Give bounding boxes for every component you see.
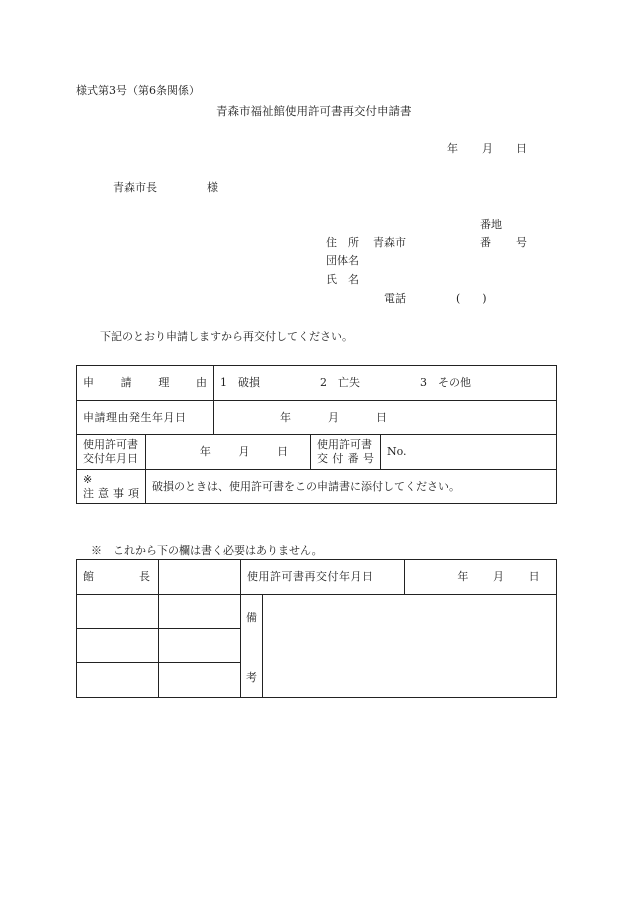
director-label-cell [77,560,159,595]
office-use-note: ※ これから下の欄は書く必要はありません。 [91,544,323,557]
staff-cell-1b[interactable] [159,595,241,629]
occur-month-label: 月 [328,410,339,424]
office-header-row [77,560,557,595]
reason-row [77,366,557,401]
reason-option-damaged[interactable]: 1 破損 [220,376,260,389]
issue-month-label: 月 [238,445,250,458]
issue-date-field[interactable] [146,435,311,470]
notes-label-cell [77,470,146,504]
reissue-date-field[interactable] [405,560,557,595]
form-number: 様式第3号（第6条関係） [76,84,200,97]
notes-char-2: 意 [98,486,109,500]
staff-cell-2b[interactable] [159,629,241,663]
director-char-1: 館 [83,570,94,583]
phone-label: 電話 [384,292,406,305]
reissue-year-label: 年 [457,570,469,583]
reissue-day-label: 日 [528,570,540,583]
ban-label: 番 [480,236,491,249]
reason-label-char-1: 申 [83,376,94,389]
staff-cell-2a[interactable] [77,629,159,663]
notes-text: 破損のときは、使用許可書をこの申請書に添付してください。 [146,470,557,504]
date-year-label: 年 [447,142,458,155]
go-label: 号 [516,236,527,249]
group-name-label: 団体名 [326,254,359,267]
phone-paren: ( ) [456,292,487,305]
permit-no-char-1: 交 [317,452,328,465]
application-table [76,365,557,504]
reason-label-char-3: 理 [158,376,170,389]
director-char-2: 長 [139,570,150,583]
staff-cell-3b[interactable] [159,663,241,698]
staff-cell-3a[interactable] [77,663,159,698]
permit-no-char-4: 号 [362,452,374,465]
remarks-char-1: 備 [246,611,257,624]
date-month-label: 月 [482,142,493,155]
issue-day-label: 日 [277,445,289,458]
reason-label-char-4: 由 [195,376,207,389]
issue-date-label-line2: 交付年月日 [83,452,138,465]
date-day-label: 日 [516,142,527,155]
notes-row [77,470,557,504]
issue-date-label-line1: 使用許可書 [83,438,138,451]
office-use-table [76,559,557,698]
reason-label-char-2: 請 [120,376,132,389]
staff-cell-1a[interactable] [77,595,159,629]
reissue-date-parts [405,570,556,584]
notes-char-3: 事 [113,486,124,500]
reason-options-cell [214,366,557,401]
address-city: 青森市 [373,236,406,249]
reissue-month-label: 月 [492,570,504,583]
notes-char-4: 項 [128,486,139,500]
occur-date-label: 申請理由発生年月日 [77,401,214,435]
occur-day-label: 日 [376,410,387,424]
notes-label [83,487,145,501]
director-seal-cell[interactable] [159,560,241,595]
director-label [83,570,150,584]
notes-char-1: 注 [83,486,94,500]
occur-date-row [77,401,557,435]
address-label: 住 所 [326,236,359,249]
applicant-name-label: 氏 名 [326,273,359,286]
permit-no-field[interactable] [381,435,557,470]
occur-year-label: 年 [280,410,291,424]
remarks-label-cell [241,595,263,698]
reason-option-other[interactable]: 3 その他 [420,376,471,389]
permit-no-label-line1: 使用許可書 [317,438,372,451]
office-row-1 [77,595,557,629]
banchi-label: 番地 [480,218,502,231]
issue-date-label-cell [77,435,146,470]
issue-date-parts [146,445,310,459]
issue-row [77,435,557,470]
remarks-char-2: 考 [246,671,257,684]
addressee-honorific: 様 [207,181,218,194]
permit-no-label-line2 [317,452,380,466]
reason-label-cell [77,366,214,401]
permit-no-char-2: 付 [332,452,344,465]
permit-no-char-3: 番 [347,452,359,465]
permit-no-label-cell [311,435,381,470]
reissue-date-label: 使用許可書再交付年月日 [241,560,405,595]
page-title: 青森市福祉館使用許可書再交付申請書 [216,104,412,118]
intro-text: 下記のとおり申請しますから再交付してください。 [100,330,353,343]
issue-year-label: 年 [199,445,211,458]
addressee-name: 青森市長 [113,181,157,194]
reason-label [83,376,207,390]
permit-no-prefix: No. [387,445,407,458]
remarks-field[interactable] [263,595,557,698]
notes-mark: ※ [83,472,93,486]
occur-date-field[interactable] [214,401,557,435]
reason-option-lost[interactable]: 2 亡失 [320,376,360,389]
